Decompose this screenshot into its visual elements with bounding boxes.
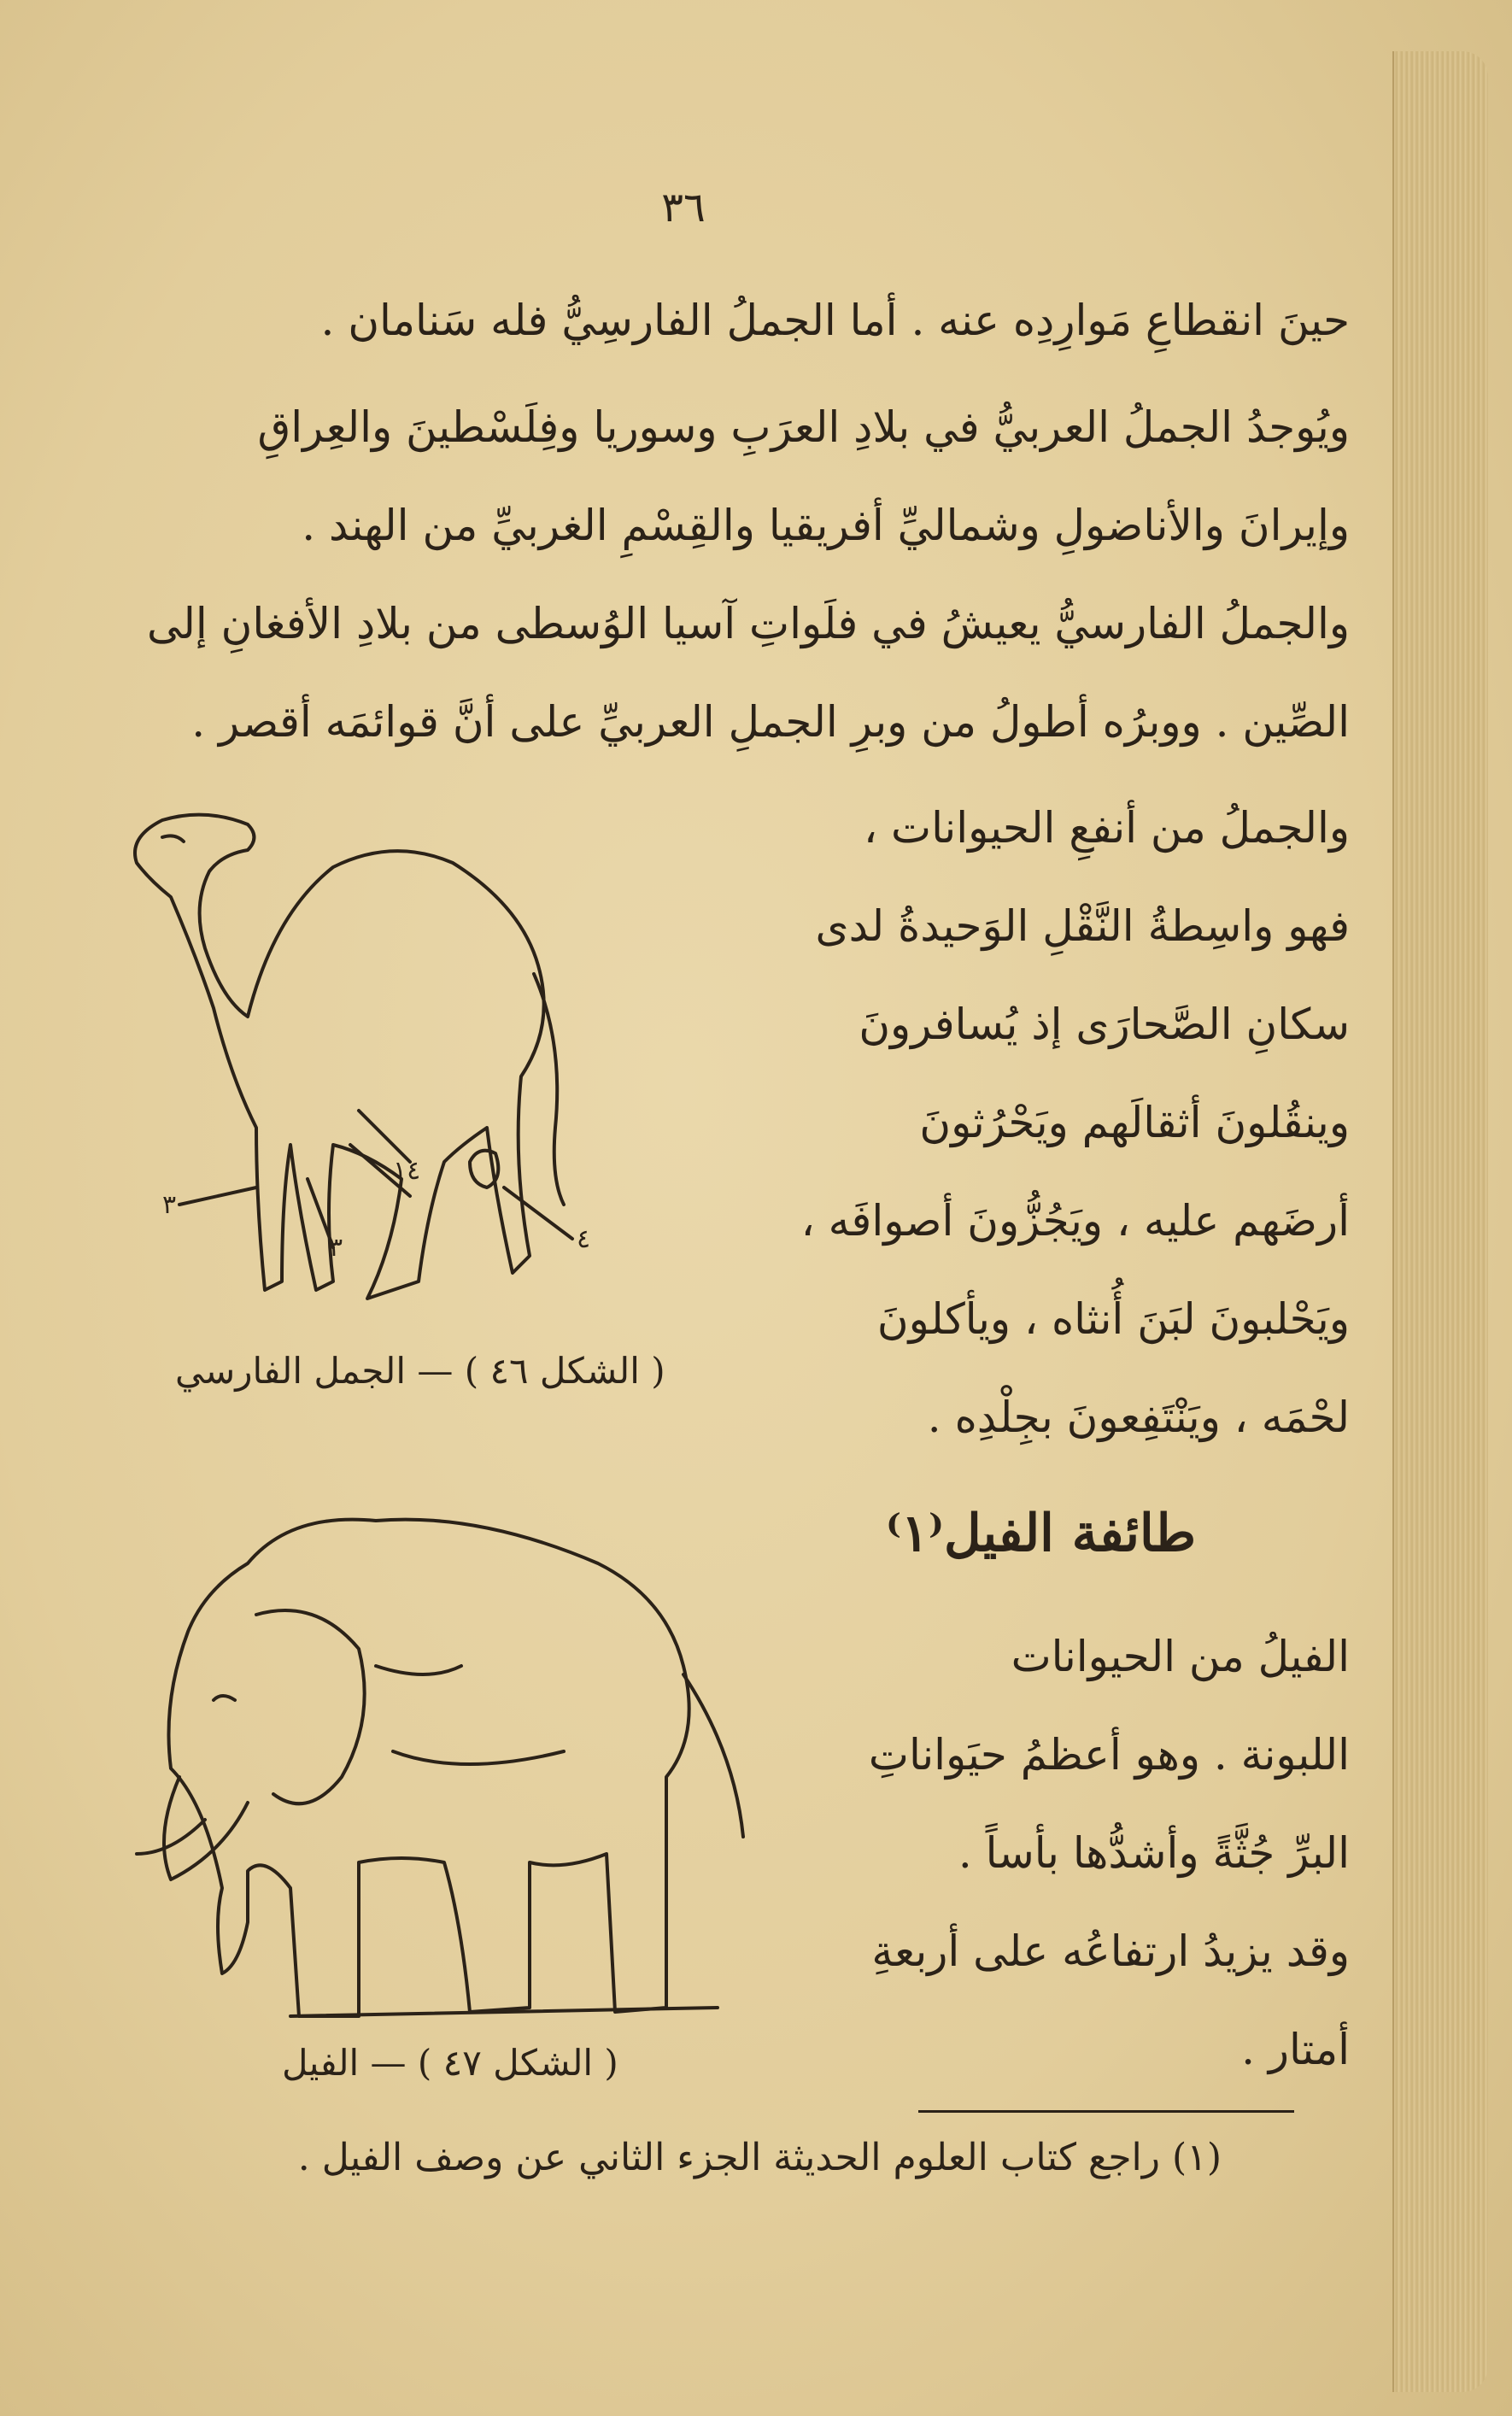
narrow-line-4: وينقُلونَ أثقالَهم ويَحْرُثونَ xyxy=(919,1098,1350,1147)
page-edges xyxy=(1392,51,1488,2392)
narrow-line-1: والجملُ من أنفعِ الحيوانات ، xyxy=(863,803,1350,853)
camel-illustration xyxy=(111,803,666,1350)
narrow-line-2: فهو واسِطةُ النَّقْلِ الوَحيدةُ لدى xyxy=(815,901,1350,951)
footnote: (١) راجع كتاب العلوم الحديثة الجزء الثاني عن وصف الفيل . xyxy=(297,2136,1222,2179)
narrow-line-3: سكانِ الصَّحارَى إذ يُسافرونَ xyxy=(859,1000,1350,1049)
elephant-line-1: الفيلُ من الحيوانات xyxy=(1011,1632,1350,1681)
camel-label-4: ٤ xyxy=(577,1224,591,1254)
narrow-line-5: أرضَهم عليه ، ويَجُزُّونَ أصوافَه ، xyxy=(800,1196,1350,1246)
elephant-line-4: وقد يزيدُ ارتفاعُه على أربعةِ xyxy=(871,1926,1350,1976)
text-line-5: الصِّين . ووبرُه أطولُ من وبرِ الجملِ العربيِّ على أنَّ قوائمَه أقصر . xyxy=(191,697,1350,747)
elephant-illustration xyxy=(120,1495,803,2042)
elephant-line-3: البرِّ جُثَّةً وأشدُّها بأساً . xyxy=(958,1828,1350,1878)
elephant-line-2: اللبونة . وهو أعظمُ حيَواناتِ xyxy=(868,1730,1350,1780)
text-line-2: ويُوجدُ الجملُ العربيُّ في بلادِ العرَبِ وسوريا وفِلَسْطينَ والعِراقِ xyxy=(257,402,1350,452)
narrow-line-6: ويَحْلبونَ لبَنَ أُنثاه ، ويأكلونَ xyxy=(876,1294,1350,1344)
section-heading: طائفة الفيل⁽١⁾ xyxy=(886,1504,1196,1563)
camel-label-3b: ٣ xyxy=(329,1233,343,1263)
footnote-divider xyxy=(918,2110,1294,2113)
text-line-3: وإيرانَ والأناضولِ وشماليِّ أفريقيا والقِسْمِ الغربيِّ من الهند . xyxy=(302,501,1350,550)
narrow-line-7: لحْمَه ، ويَنْتَفِعونَ بجِلْدِه . xyxy=(927,1393,1350,1442)
text-line-4: والجملُ الفارسيُّ يعيشُ في فلَواتِ آسيا الوُسطى من بلادِ الأفغانِ إلى xyxy=(146,599,1350,648)
elephant-line-5: أمتار . xyxy=(1241,2025,1350,2074)
camel-caption: ( الشكل ٤٦ ) — الجمل الفارسي xyxy=(175,1350,665,1392)
camel-label-14: ١٤ xyxy=(393,1156,421,1186)
camel-label-3a: ٣ xyxy=(162,1190,177,1220)
text-line-1: حينَ انقطاعِ مَوارِدِه عنه . أما الجملُ الفارسِيُّ فله سَنامان . xyxy=(320,296,1350,345)
page-number: ٣٦ xyxy=(661,184,706,232)
elephant-caption: ( الشكل ٤٧ ) — الفيل xyxy=(282,2042,618,2084)
